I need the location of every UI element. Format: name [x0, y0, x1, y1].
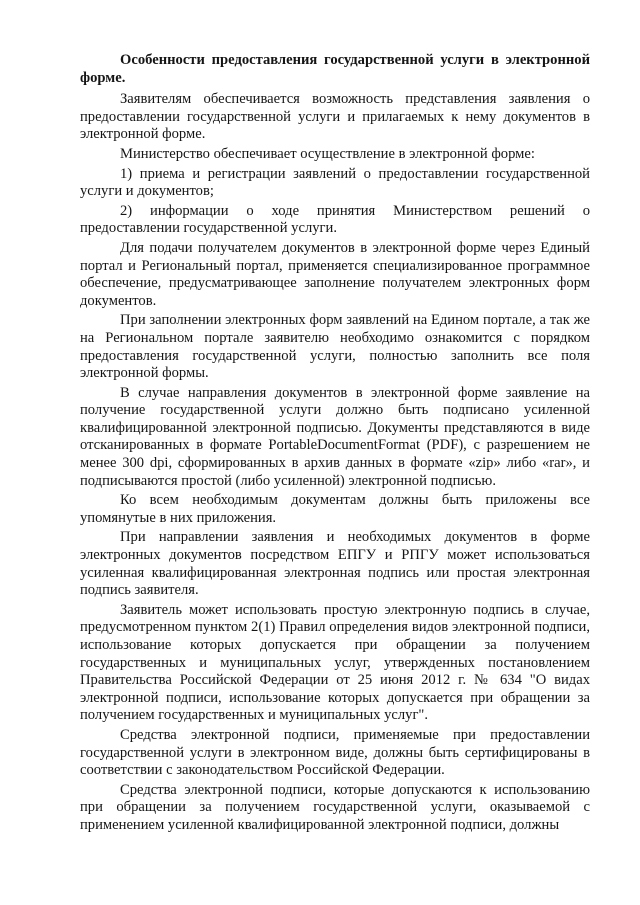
paragraph-allowed-tools: Средства электронной подписи, которые допускаются к использованию при обращении за получением государственной услуги, оказываемой с применением усиленной квалифицированной электронной подписи, должны	[80, 781, 590, 833]
paragraph-ministry: Министерство обеспечивает осуществление в электронной форме:	[120, 145, 535, 162]
paragraph-availability: Заявителям обеспечивается возможность представления заявления о предоставлении государственной услуги и прилагаемых к нему документов в электронной форме.	[80, 91, 590, 143]
document-page	[80, 52, 590, 837]
paragraph-certified-tools: Средства электронной подписи, применяемые при предоставлении государственной услуги в электронном виде, должны быть сертифицированы в соответствии с законодательством Российской Федерации.	[80, 726, 590, 779]
paragraph-attachments: Ко всем необходимым документам должны быть приложены все упомянутые в них приложения.	[80, 492, 590, 526]
section-heading: Особенности предоставления государственной услуги в электронной форме.	[80, 52, 590, 86]
paragraph-simple-signature: Заявитель может использовать простую электронную подпись в случае, предусмотренном пунктом 2(1) Правил определения видов электронной подписи, использование которых допускается при обращении за получением государственных и муниципальных услуг, утвержденных постановлением Правительства Российской Федерации от 25 июня 2012 г. № 634 "О видах электронной подписи, использование которых допускается при обращении за получением государственных и муниципальных услуг".	[80, 601, 590, 724]
list-item-reception: 1) приема и регистрации заявлений о предоставлении государственной услуги и документов;	[80, 165, 590, 200]
paragraph-epgu-rpgu: При направлении заявления и необходимых документов в форме электронных документов посредством ЕПГУ и РПГУ может использоваться усиленная квалифицированная электронная подпись или простая электронная подпись заявителя.	[80, 529, 590, 599]
paragraph-signature-requirements: В случае направления документов в электронной форме заявление на получение государственной услуги должно быть подписано усиленной квалифицированной электронной подписью. Документы представляются в виде отсканированных в формате PortableDocumentFormat (PDF), с разрешением не менее 300 dpi, сформированных в архив данных в формате «zip» либо «rar», и подписываются простой (либо усиленной) электронной подписью.	[80, 384, 590, 489]
list-item-information: 2) информации о ходе принятия Министерством решений о предоставлении государственной услуги.	[80, 202, 590, 237]
paragraph-software: Для подачи получателем документов в электронной форме через Единый портал и Региональный портал, применяется специализированное программное обеспечение, предусматривающее заполнение получателем электронных форм документов.	[80, 239, 590, 309]
paragraph-filling-forms: При заполнении электронных форм заявлений на Едином портале, а так же на Региональном портале заявителю необходимо ознакомится с порядком предоставления государственной услуги, полностью заполнить все поля электронной формы.	[80, 312, 590, 382]
